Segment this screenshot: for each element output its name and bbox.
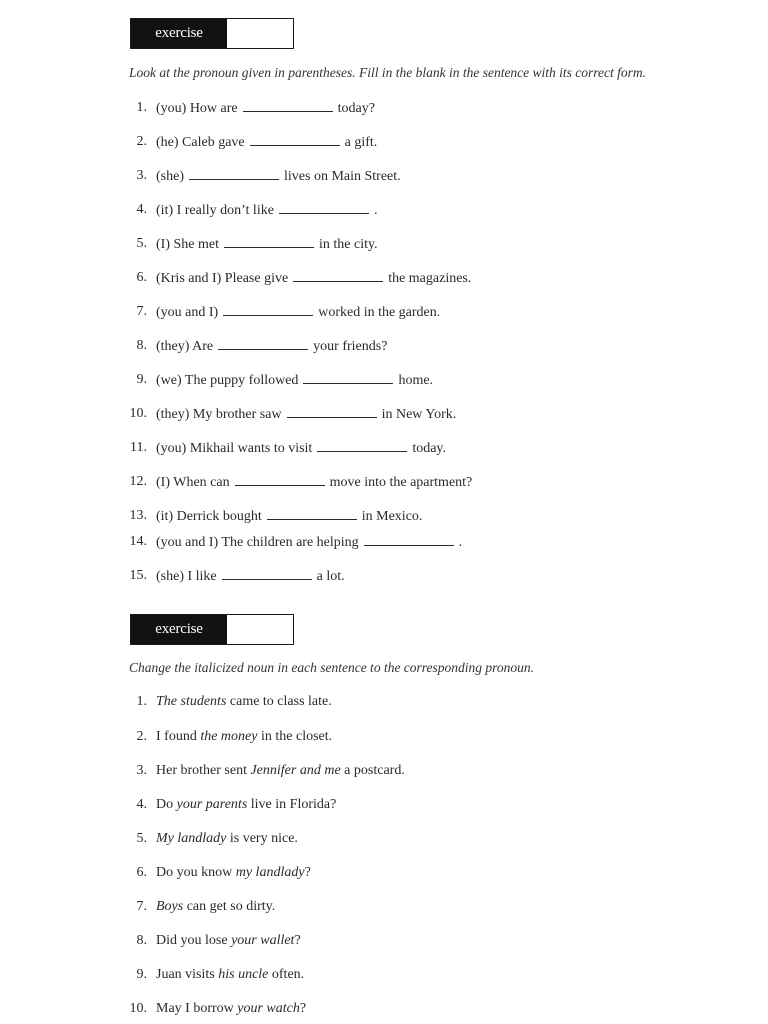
exercise-item bbox=[0, 965, 768, 985]
answer-blank[interactable] bbox=[287, 404, 377, 418]
exercise-item bbox=[0, 532, 768, 552]
answer-blank[interactable] bbox=[267, 506, 357, 520]
item-text-after: ? bbox=[304, 865, 311, 880]
italicized-noun: Boys bbox=[156, 899, 184, 914]
item-number: 10. bbox=[129, 406, 147, 421]
item-continuation: a gift. bbox=[344, 135, 378, 150]
item-text bbox=[156, 166, 401, 187]
item-text bbox=[156, 302, 440, 323]
italicized-noun: your wallet bbox=[231, 933, 295, 948]
answer-blank[interactable] bbox=[364, 532, 454, 546]
item-text bbox=[156, 404, 456, 425]
exercise-item bbox=[0, 438, 768, 458]
item-number: 8. bbox=[136, 933, 147, 948]
item-number: 15. bbox=[129, 568, 147, 583]
item-prompt: (you) How are bbox=[156, 101, 238, 116]
exercise-label: exercise bbox=[131, 19, 227, 48]
exercise-item bbox=[0, 336, 768, 356]
item-text bbox=[156, 132, 377, 153]
item-prompt: (it) Derrick bought bbox=[156, 509, 262, 524]
item-number: 3. bbox=[136, 763, 147, 778]
item-text bbox=[156, 965, 304, 985]
item-prompt: (you) Mikhail wants to visit bbox=[156, 441, 313, 456]
exercise-item bbox=[0, 404, 768, 424]
item-prompt: (you and I) The children are helping bbox=[156, 535, 359, 550]
answer-blank[interactable] bbox=[235, 472, 325, 486]
item-text-after: often. bbox=[271, 967, 305, 982]
answer-blank[interactable] bbox=[218, 336, 308, 350]
exercise-header-2 bbox=[130, 614, 294, 645]
item-number: 6. bbox=[136, 865, 147, 880]
exercise-label: exercise bbox=[131, 615, 227, 644]
exercise-item bbox=[0, 234, 768, 254]
italicized-noun: your watch bbox=[237, 1001, 300, 1016]
item-text-after: in the closet. bbox=[260, 729, 333, 744]
answer-blank[interactable] bbox=[250, 132, 340, 146]
item-text-after: came to class late. bbox=[229, 694, 332, 709]
exercise-item bbox=[0, 166, 768, 186]
item-number: 10. bbox=[129, 1001, 147, 1016]
exercise-number-box bbox=[227, 19, 293, 48]
item-text bbox=[156, 472, 472, 493]
item-text-after: live in Florida? bbox=[250, 797, 337, 812]
item-text bbox=[156, 829, 298, 849]
item-text-before: Her brother sent bbox=[156, 763, 247, 778]
item-number: 1. bbox=[136, 100, 147, 115]
item-number: 5. bbox=[136, 831, 147, 846]
item-continuation: a lot. bbox=[316, 569, 345, 584]
answer-blank[interactable] bbox=[222, 566, 312, 580]
item-text bbox=[156, 761, 405, 781]
item-text-before: Do you know bbox=[156, 865, 233, 880]
item-text-before: Did you lose bbox=[156, 933, 228, 948]
item-prompt: (I) She met bbox=[156, 237, 219, 252]
item-text bbox=[156, 98, 375, 119]
exercise-item bbox=[0, 370, 768, 390]
item-prompt: (they) Are bbox=[156, 339, 214, 354]
item-continuation: in the city. bbox=[318, 237, 378, 252]
item-text-before: Do bbox=[156, 797, 174, 812]
item-text-before: May I borrow bbox=[156, 1001, 234, 1016]
item-continuation: move into the apartment? bbox=[329, 475, 473, 490]
answer-blank[interactable] bbox=[293, 268, 383, 282]
italicized-noun: my landlady bbox=[235, 865, 305, 880]
item-prompt: (she) I like bbox=[156, 569, 217, 584]
item-continuation: in Mexico. bbox=[361, 509, 423, 524]
item-text-after: ? bbox=[299, 1001, 307, 1016]
item-prompt: (I) When can bbox=[156, 475, 230, 490]
italicized-noun: your parents bbox=[176, 797, 248, 812]
item-continuation: in New York. bbox=[381, 407, 457, 422]
item-prompt: (you and I) bbox=[156, 305, 219, 320]
answer-blank[interactable] bbox=[279, 200, 369, 214]
item-text-after: is very nice. bbox=[229, 831, 298, 846]
item-text bbox=[156, 336, 387, 357]
exercise-item bbox=[0, 506, 768, 526]
instructions-1: Look at the pronoun given in parentheses. Fill in the blank in the sentence with its correct form. bbox=[129, 65, 647, 80]
item-prompt: (she) bbox=[156, 169, 184, 184]
exercise-item bbox=[0, 566, 768, 586]
item-number: 2. bbox=[136, 729, 147, 744]
exercise-header-1 bbox=[130, 18, 294, 49]
item-number: 8. bbox=[136, 338, 147, 353]
exercise-item bbox=[0, 268, 768, 288]
item-text bbox=[156, 438, 446, 459]
item-text bbox=[156, 234, 378, 255]
item-continuation: worked in the garden. bbox=[318, 305, 441, 320]
answer-blank[interactable] bbox=[189, 166, 279, 180]
exercise-item bbox=[0, 98, 768, 118]
exercise-item bbox=[0, 302, 768, 322]
item-prompt: (it) I really don’t like bbox=[156, 203, 274, 218]
item-number: 7. bbox=[136, 304, 147, 319]
item-text bbox=[156, 566, 345, 587]
item-continuation: lives on Main Street. bbox=[284, 169, 401, 184]
item-text-after: can get so dirty. bbox=[186, 899, 276, 914]
item-number: 9. bbox=[136, 967, 147, 982]
item-number: 13. bbox=[129, 508, 147, 523]
item-number: 2. bbox=[136, 134, 147, 149]
italicized-noun: his uncle bbox=[218, 967, 269, 982]
item-number: 6. bbox=[136, 270, 147, 285]
item-continuation: . bbox=[373, 203, 378, 218]
item-continuation: home. bbox=[398, 373, 434, 388]
answer-blank[interactable] bbox=[317, 438, 407, 452]
exercise-item bbox=[0, 999, 768, 1019]
instructions-2: Change the italicized noun in each sentence to the corresponding pronoun. bbox=[129, 660, 535, 675]
item-text-before: Juan visits bbox=[156, 967, 215, 982]
item-number: 5. bbox=[136, 236, 147, 251]
item-continuation: . bbox=[458, 535, 463, 550]
item-text bbox=[156, 931, 301, 951]
item-prompt: (they) My brother saw bbox=[156, 407, 282, 422]
answer-blank[interactable] bbox=[224, 234, 314, 248]
exercise-number-box bbox=[227, 615, 293, 644]
item-text bbox=[156, 692, 332, 712]
item-continuation: today. bbox=[412, 441, 447, 456]
item-text bbox=[156, 795, 336, 815]
exercise-item bbox=[0, 795, 768, 815]
item-number: 14. bbox=[129, 534, 147, 549]
item-prompt: (we) The puppy followed bbox=[156, 373, 299, 388]
item-text bbox=[156, 506, 422, 527]
item-text-after: ? bbox=[294, 933, 301, 948]
item-continuation: the magazines. bbox=[388, 271, 472, 286]
item-number: 7. bbox=[136, 899, 147, 914]
item-continuation: today? bbox=[337, 101, 375, 116]
item-text bbox=[156, 370, 433, 391]
italicized-noun: the money bbox=[200, 729, 258, 744]
exercise-item bbox=[0, 761, 768, 781]
exercise-item bbox=[0, 931, 768, 951]
answer-blank[interactable] bbox=[303, 370, 393, 384]
item-text bbox=[156, 532, 462, 553]
italicized-noun: Jennifer and me bbox=[250, 763, 341, 778]
item-number: 4. bbox=[136, 202, 147, 217]
item-number: 12. bbox=[129, 474, 147, 489]
exercise-item bbox=[0, 897, 768, 917]
exercise-item bbox=[0, 200, 768, 220]
item-prompt: (he) Caleb gave bbox=[156, 135, 245, 150]
item-number: 11. bbox=[130, 440, 147, 455]
item-prompt: (Kris and I) Please give bbox=[156, 271, 289, 286]
answer-blank[interactable] bbox=[223, 302, 313, 316]
exercise-item bbox=[0, 472, 768, 492]
item-number: 1. bbox=[136, 694, 147, 709]
item-text bbox=[156, 897, 275, 917]
exercise-item bbox=[0, 727, 768, 747]
exercise-item bbox=[0, 863, 768, 883]
item-continuation: your friends? bbox=[313, 339, 388, 354]
exercise-item bbox=[0, 829, 768, 849]
item-text-before: I found bbox=[156, 729, 197, 744]
exercise-item bbox=[0, 132, 768, 152]
item-text bbox=[156, 268, 471, 289]
italicized-noun: My landlady bbox=[156, 831, 227, 846]
item-number: 9. bbox=[136, 372, 147, 387]
item-text bbox=[156, 200, 377, 221]
item-text bbox=[156, 863, 311, 883]
exercise-item bbox=[0, 692, 768, 712]
item-number: 4. bbox=[136, 797, 147, 812]
answer-blank[interactable] bbox=[243, 98, 333, 112]
italicized-noun: The students bbox=[156, 694, 227, 709]
item-number: 3. bbox=[136, 168, 147, 183]
item-text bbox=[156, 999, 306, 1019]
item-text-after: a postcard. bbox=[344, 763, 405, 778]
item-text bbox=[156, 727, 332, 747]
